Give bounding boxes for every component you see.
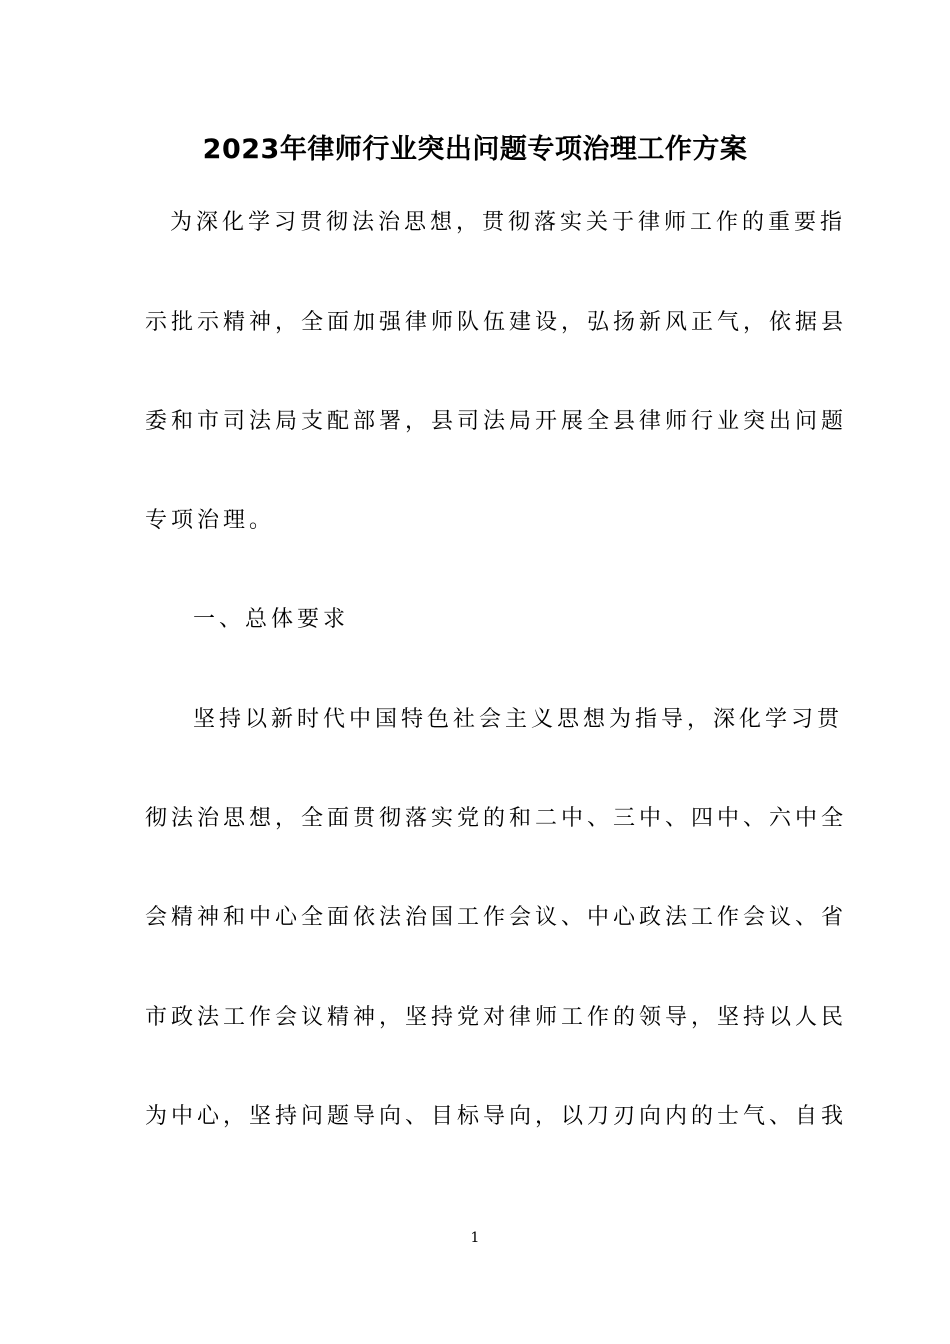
paragraph-line: 专项治理。 bbox=[145, 508, 276, 533]
paragraph-line: 委和市司法局支配部署，县司法局开展全县律师行业突出问题 bbox=[145, 409, 848, 434]
paragraph-line: 坚持以新时代中国特色社会主义思想为指导，深化学习贯 bbox=[193, 707, 844, 732]
paragraph-line: 市政法工作会议精神，坚持党对律师工作的领导，坚持以人民 bbox=[145, 1005, 848, 1030]
document-title: 2023年律师行业突出问题专项治理工作方案 bbox=[202, 134, 748, 165]
paragraph-line: 为深化学习贯彻法治思想，贯彻落实关于律师工作的重要指 bbox=[170, 210, 847, 235]
paragraph-line: 示批示精神，全面加强律师队伍建设，弘扬新风正气，依据县 bbox=[145, 310, 848, 335]
paragraph-line: 会精神和中心全面依法治国工作会议、中心政法工作会议、省 bbox=[145, 905, 848, 930]
paragraph-line: 彻法治思想，全面贯彻落实党的和二中、三中、四中、六中全 bbox=[145, 806, 848, 831]
section-heading: 一、总体要求 bbox=[193, 607, 350, 632]
page-number: 1 bbox=[470, 1230, 480, 1246]
paragraph-line: 为中心，坚持问题导向、目标导向，以刀刃向内的士气、自我 bbox=[145, 1104, 848, 1129]
